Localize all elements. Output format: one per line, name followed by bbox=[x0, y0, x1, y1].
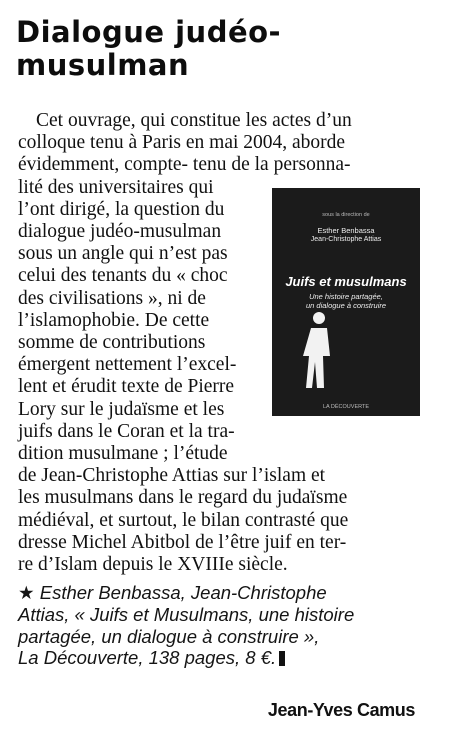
body-line: des civilisations », ni de bbox=[18, 287, 206, 309]
body-line: émergent nettement l’excel- bbox=[18, 354, 237, 376]
body-line: dialogue judéo-musulman bbox=[18, 221, 222, 243]
body-line: dition musulmane ; l’étude bbox=[18, 443, 228, 465]
body-line: les musulmans dans le regard du judaïsme bbox=[18, 487, 348, 509]
body-line: évidemment, compte- tenu de la personna- bbox=[18, 154, 351, 176]
body-line: somme de contributions bbox=[18, 332, 206, 354]
author-byline: Jean-Yves Camus bbox=[267, 700, 415, 720]
biblio-line: Attias, « Juifs et Musulmans, une histoire bbox=[18, 603, 355, 625]
cover-author-2: Jean-Christophe Attias bbox=[310, 236, 382, 243]
body-line: colloque tenu à Paris en mai 2004, aborde bbox=[18, 132, 346, 154]
body-line: de Jean-Christophe Attias sur l’islam et bbox=[18, 465, 326, 487]
body-line: juifs dans le Coran et la tra- bbox=[18, 420, 235, 442]
cover-title: Juifs et musulmans bbox=[285, 274, 407, 289]
title-line: Dialogue judéo- bbox=[16, 15, 282, 49]
book-cover-image bbox=[272, 188, 420, 416]
cover-subtitle-line: Une histoire partagée, bbox=[309, 292, 383, 301]
body-line: lent et érudit texte de Pierre bbox=[18, 376, 235, 398]
body-line: re d’Islam depuis le XVIIIe siècle. bbox=[18, 554, 288, 576]
body-line: l’islamophobie. De cette bbox=[18, 309, 210, 331]
body-line: médiéval, et surtout, le bilan contrasté que bbox=[18, 509, 349, 531]
body-line: l’ont dirigé, la question du bbox=[18, 198, 225, 220]
body-line: Cet ouvrage, qui constitue les actes d’un bbox=[36, 110, 352, 131]
cover-author-1: Esther Benbassa bbox=[317, 226, 375, 235]
biblio-line: La Découverte, 138 pages, 8 €. bbox=[18, 647, 277, 669]
body-line: sous un angle qui n’est pas bbox=[18, 243, 228, 265]
cover-subtitle bbox=[272, 292, 420, 310]
bibliography-note bbox=[18, 582, 428, 669]
cover-subtitle-line: un dialogue à construire bbox=[305, 301, 387, 310]
cover-pre-title: sous la direction de bbox=[322, 212, 370, 218]
body-line: celui des tenants du « choc bbox=[18, 265, 228, 287]
silhouette-figure-icon bbox=[297, 306, 337, 391]
body-line: Lory sur le judaïsme et les bbox=[18, 398, 225, 420]
body-line: dresse Michel Abitbol de l’être juif en ter- bbox=[18, 531, 347, 553]
title-line: musulman bbox=[16, 48, 190, 82]
star-icon: ★ bbox=[18, 582, 35, 603]
biblio-line: partagée, un dialogue à construire », bbox=[18, 625, 320, 647]
article-title bbox=[16, 16, 416, 82]
cover-publisher: LA DÉCOUVERTE bbox=[322, 404, 370, 410]
body-line: lité des universitaires qui bbox=[18, 176, 214, 198]
biblio-line: Esther Benbassa, Jean-Christophe bbox=[39, 582, 327, 603]
end-of-article-mark bbox=[279, 651, 285, 666]
